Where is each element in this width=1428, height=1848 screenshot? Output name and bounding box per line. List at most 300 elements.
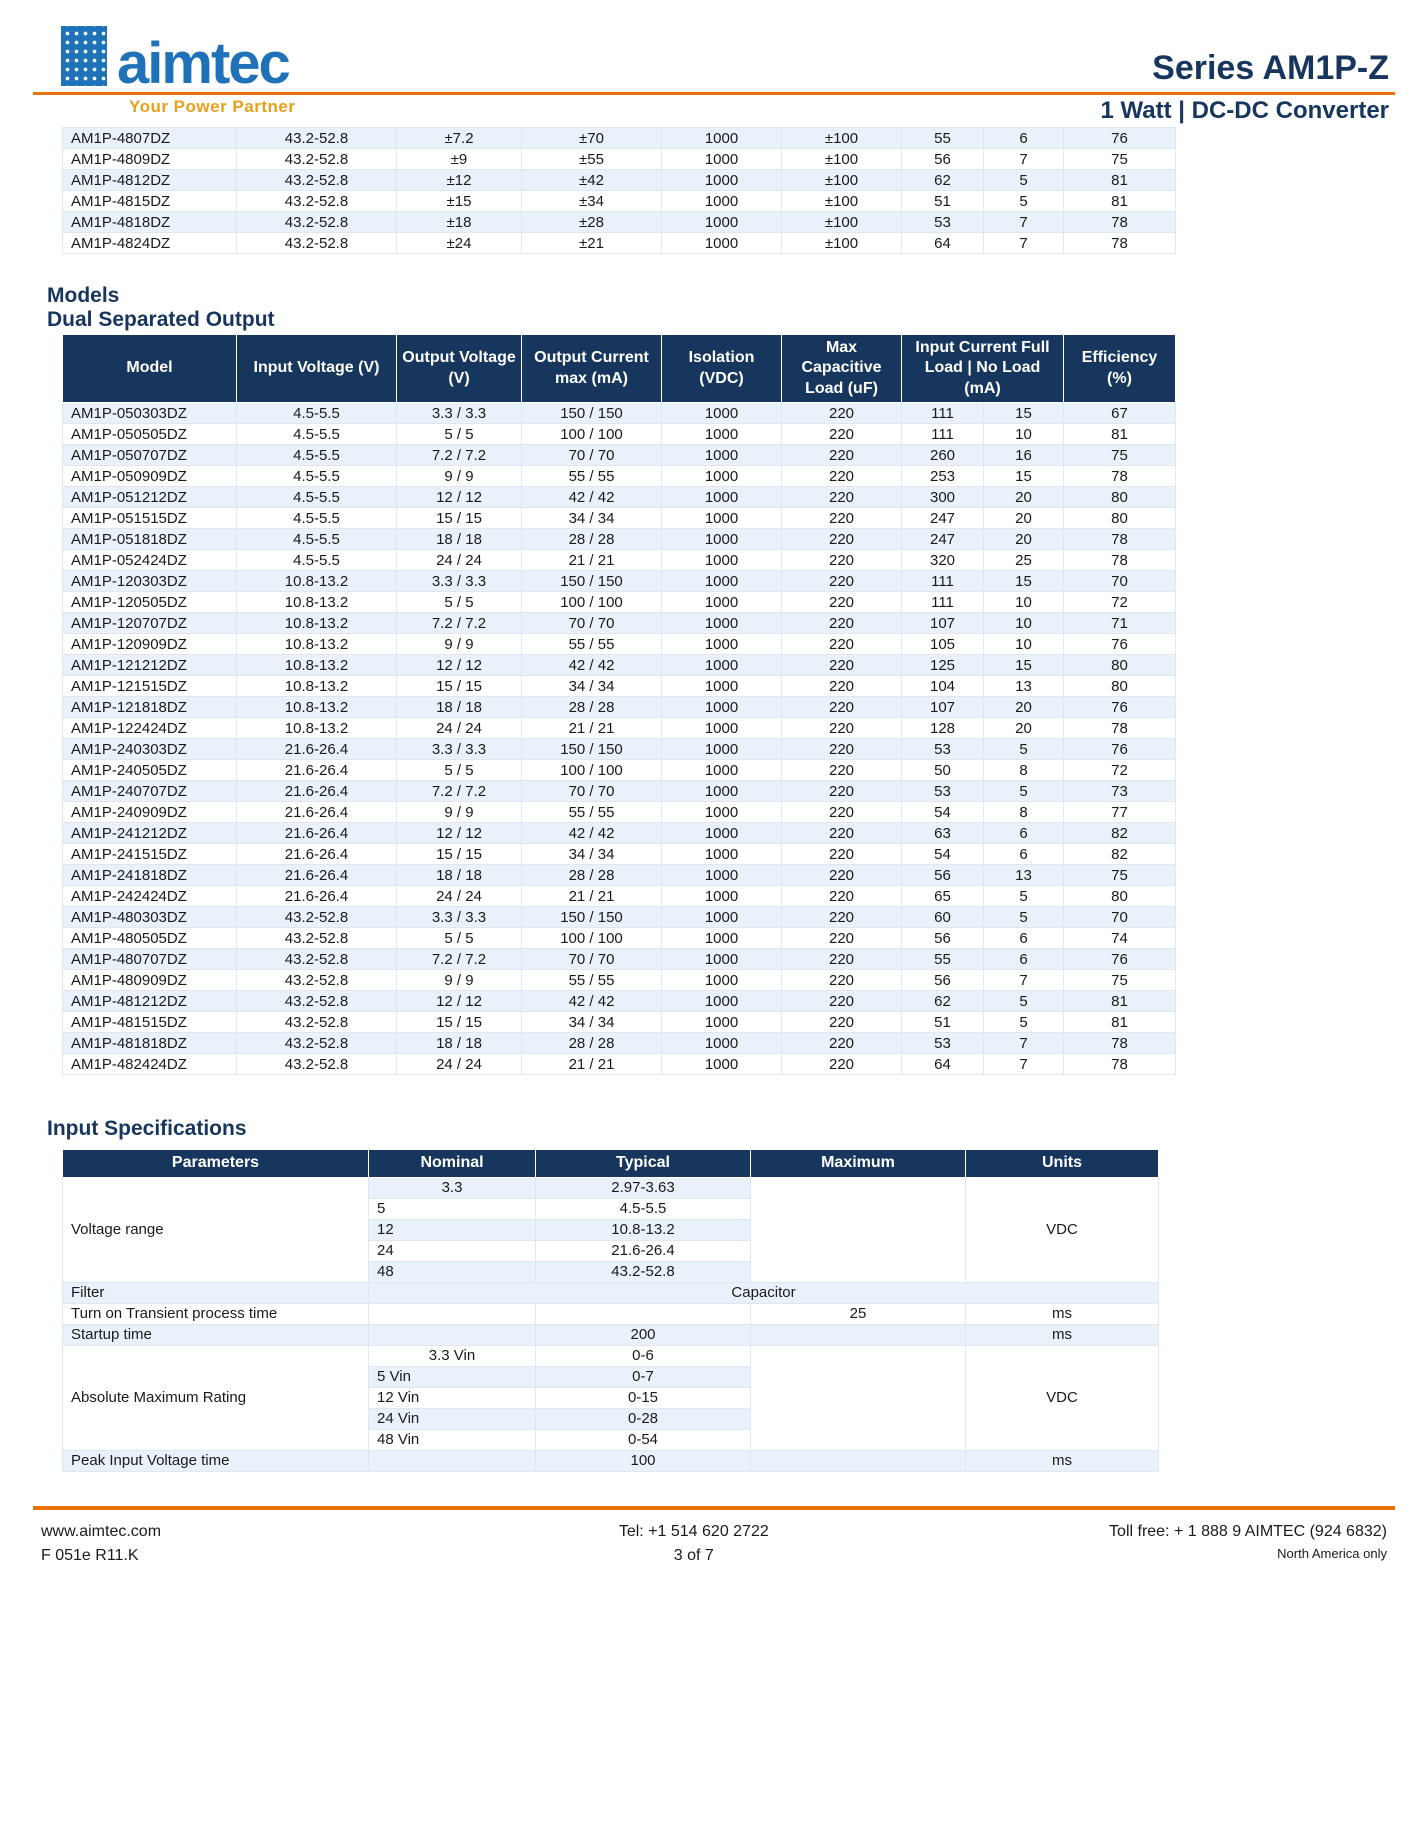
- value-cell: 21 / 21: [522, 550, 662, 571]
- value-cell: 4.5-5.5: [237, 466, 397, 487]
- value-cell: 111: [902, 592, 984, 613]
- value-cell: 220: [782, 487, 902, 508]
- value-cell: 53: [902, 781, 984, 802]
- param-label: Filter: [63, 1282, 369, 1303]
- model-cell: AM1P-120303DZ: [63, 571, 237, 592]
- table-row: [63, 949, 1176, 970]
- value-cell: 105: [902, 634, 984, 655]
- column-header-units: Units: [966, 1150, 1159, 1177]
- value-cell: 55 / 55: [522, 466, 662, 487]
- model-cell: AM1P-482424DZ: [63, 1054, 237, 1075]
- typical-value: 2.97-3.63: [536, 1177, 751, 1198]
- model-cell: AM1P-050505DZ: [63, 424, 237, 445]
- units-value: ms: [966, 1324, 1159, 1345]
- model-cell: AM1P-242424DZ: [63, 886, 237, 907]
- value-cell: 55 / 55: [522, 970, 662, 991]
- param-label: Turn on Transient process time: [63, 1303, 369, 1324]
- value-cell: 12 / 12: [397, 823, 522, 844]
- value-cell: 1000: [662, 1012, 782, 1033]
- value-cell: 7: [984, 1033, 1064, 1054]
- table-row: [63, 802, 1176, 823]
- value-cell: 81: [1064, 191, 1176, 212]
- value-cell: 100 / 100: [522, 592, 662, 613]
- value-cell: 1000: [662, 592, 782, 613]
- table-row: [63, 676, 1176, 697]
- units-value: ms: [966, 1303, 1159, 1324]
- series-subtitle: 1 Watt | DC-DC Converter: [1100, 97, 1389, 124]
- value-cell: 10.8-13.2: [237, 613, 397, 634]
- typical-value: 0-6: [536, 1345, 751, 1366]
- value-cell: 128: [902, 718, 984, 739]
- heading-input-specifications: Input Specifications: [47, 1117, 247, 1141]
- value-cell: ±15: [397, 191, 522, 212]
- footer-right: [943, 1520, 1387, 1568]
- column-header-output-current: Output Current max (mA): [522, 335, 662, 403]
- value-cell: 72: [1064, 760, 1176, 781]
- table-row: [63, 886, 1176, 907]
- value-cell: 1000: [662, 487, 782, 508]
- value-cell: 7.2 / 7.2: [397, 781, 522, 802]
- value-cell: 42 / 42: [522, 655, 662, 676]
- value-cell: 55: [902, 128, 984, 149]
- value-cell: 1000: [662, 424, 782, 445]
- value-cell: 21.6-26.4: [237, 823, 397, 844]
- value-cell: 70: [1064, 907, 1176, 928]
- table-row: [63, 907, 1176, 928]
- table-row: [63, 191, 1176, 212]
- table-row: [63, 823, 1176, 844]
- value-cell: 220: [782, 865, 902, 886]
- value-cell: 34 / 34: [522, 844, 662, 865]
- footer-region: North America only: [1277, 1545, 1387, 1561]
- value-cell: ±7.2: [397, 128, 522, 149]
- value-cell: 4.5-5.5: [237, 445, 397, 466]
- model-cell: AM1P-051818DZ: [63, 529, 237, 550]
- logo-text: aimtec: [117, 30, 289, 96]
- column-header-efficiency: Efficiency (%): [1064, 335, 1176, 403]
- value-cell: 21.6-26.4: [237, 760, 397, 781]
- value-cell: 10: [984, 634, 1064, 655]
- value-cell: 76: [1064, 697, 1176, 718]
- value-cell: 80: [1064, 487, 1176, 508]
- spec-row-voltage-range: [63, 1177, 1159, 1198]
- table-row: [63, 1012, 1176, 1033]
- model-cell: AM1P-120505DZ: [63, 592, 237, 613]
- maximum-value: 25: [751, 1303, 966, 1324]
- value-cell: 220: [782, 613, 902, 634]
- value-cell: 62: [902, 991, 984, 1012]
- value-cell: 220: [782, 550, 902, 571]
- model-cell: AM1P-480505DZ: [63, 928, 237, 949]
- value-cell: 6: [984, 949, 1064, 970]
- value-cell: 1000: [662, 655, 782, 676]
- value-cell: 220: [782, 739, 902, 760]
- value-cell: 1000: [662, 970, 782, 991]
- value-cell: 28 / 28: [522, 865, 662, 886]
- model-cell: AM1P-052424DZ: [63, 550, 237, 571]
- param-label: Peak Input Voltage time: [63, 1450, 369, 1471]
- value-cell: 43.2-52.8: [237, 907, 397, 928]
- nominal-value: 12 Vin: [369, 1387, 536, 1408]
- value-cell: 6: [984, 823, 1064, 844]
- value-cell: 43.2-52.8: [237, 1033, 397, 1054]
- value-cell: 21.6-26.4: [237, 844, 397, 865]
- value-cell: 81: [1064, 424, 1176, 445]
- header-row: [63, 1150, 1159, 1177]
- value-cell: 220: [782, 718, 902, 739]
- value-cell: 10: [984, 592, 1064, 613]
- value-cell: 43.2-52.8: [237, 128, 397, 149]
- column-header-parameters: Parameters: [63, 1150, 369, 1177]
- value-cell: 10.8-13.2: [237, 697, 397, 718]
- nominal-value: 3.3 Vin: [369, 1345, 536, 1366]
- value-cell: ±21: [522, 233, 662, 254]
- value-cell: 111: [902, 424, 984, 445]
- model-cell: AM1P-4818DZ: [63, 212, 237, 233]
- value-cell: 4.5-5.5: [237, 487, 397, 508]
- value-cell: 3.3 / 3.3: [397, 739, 522, 760]
- value-cell: 220: [782, 928, 902, 949]
- nominal-value: [369, 1450, 536, 1471]
- value-cell: 13: [984, 676, 1064, 697]
- value-cell: 3.3 / 3.3: [397, 571, 522, 592]
- column-header-output-voltage: Output Voltage (V): [397, 335, 522, 403]
- value-cell: 81: [1064, 991, 1176, 1012]
- table-row: [63, 487, 1176, 508]
- value-cell: ±34: [522, 191, 662, 212]
- value-cell: 43.2-52.8: [237, 191, 397, 212]
- footer-tel: Tel: +1 514 620 2722: [618, 1522, 769, 1540]
- table-row: [63, 781, 1176, 802]
- table-row: [63, 550, 1176, 571]
- model-cell: AM1P-051212DZ: [63, 487, 237, 508]
- model-cell: AM1P-240707DZ: [63, 781, 237, 802]
- nominal-value: 3.3: [369, 1177, 536, 1198]
- value-cell: 1000: [662, 613, 782, 634]
- value-cell: 78: [1064, 550, 1176, 571]
- value-cell: 220: [782, 697, 902, 718]
- value-cell: 10: [984, 424, 1064, 445]
- value-cell: 220: [782, 760, 902, 781]
- value-cell: 100 / 100: [522, 760, 662, 781]
- model-cell: AM1P-4824DZ: [63, 233, 237, 254]
- value-cell: ±55: [522, 149, 662, 170]
- footer-center: [445, 1520, 943, 1568]
- value-cell: 320: [902, 550, 984, 571]
- value-cell: 1000: [662, 466, 782, 487]
- value-cell: 18 / 18: [397, 697, 522, 718]
- value-cell: 5 / 5: [397, 592, 522, 613]
- value-cell: 7: [984, 970, 1064, 991]
- value-cell: ±9: [397, 149, 522, 170]
- footer-page-number: 3 of 7: [673, 1546, 714, 1564]
- value-cell: 220: [782, 886, 902, 907]
- value-cell: 8: [984, 802, 1064, 823]
- value-cell: 78: [1064, 233, 1176, 254]
- value-cell: 10.8-13.2: [237, 718, 397, 739]
- value-cell: 43.2-52.8: [237, 970, 397, 991]
- column-header-nominal: Nominal: [369, 1150, 536, 1177]
- value-cell: 81: [1064, 1012, 1176, 1033]
- nominal-value: 24 Vin: [369, 1408, 536, 1429]
- column-header-input-voltage: Input Voltage (V): [237, 335, 397, 403]
- table-row: [63, 233, 1176, 254]
- value-cell: 56: [902, 970, 984, 991]
- value-cell: 5: [984, 170, 1064, 191]
- spec-table-body: [63, 1177, 1159, 1471]
- nominal-value: 5: [369, 1198, 536, 1219]
- value-cell: 1000: [662, 991, 782, 1012]
- value-cell: 10.8-13.2: [237, 634, 397, 655]
- value-cell: 78: [1064, 466, 1176, 487]
- value-cell: 20: [984, 697, 1064, 718]
- model-cell: AM1P-241818DZ: [63, 865, 237, 886]
- value-cell: 56: [902, 149, 984, 170]
- model-cell: AM1P-481515DZ: [63, 1012, 237, 1033]
- typical-value: 200: [536, 1324, 751, 1345]
- value-cell: 247: [902, 508, 984, 529]
- maximum-value: [751, 1450, 966, 1471]
- value-cell: 76: [1064, 949, 1176, 970]
- maximum-value: [751, 1324, 966, 1345]
- value-cell: 12 / 12: [397, 487, 522, 508]
- value-cell: 1000: [662, 529, 782, 550]
- model-cell: AM1P-4812DZ: [63, 170, 237, 191]
- value-cell: 260: [902, 445, 984, 466]
- units-value: ms: [966, 1450, 1159, 1471]
- spec-row-filter: [63, 1282, 1159, 1303]
- param-label: Absolute Maximum Rating: [63, 1345, 369, 1450]
- value-cell: 73: [1064, 781, 1176, 802]
- value-cell: 5: [984, 739, 1064, 760]
- value-cell: 9 / 9: [397, 466, 522, 487]
- value-cell: 10.8-13.2: [237, 571, 397, 592]
- value-cell: 10.8-13.2: [237, 676, 397, 697]
- value-cell: 78: [1064, 212, 1176, 233]
- models-table-body: [63, 403, 1176, 1075]
- value-cell: 18 / 18: [397, 865, 522, 886]
- value-cell: 78: [1064, 1054, 1176, 1075]
- value-cell: 76: [1064, 128, 1176, 149]
- value-cell: 5: [984, 191, 1064, 212]
- value-cell: 82: [1064, 844, 1176, 865]
- value-cell: 4.5-5.5: [237, 508, 397, 529]
- value-cell: 34 / 34: [522, 508, 662, 529]
- value-cell: ±100: [782, 191, 902, 212]
- value-cell: 300: [902, 487, 984, 508]
- spec-row-peak-input-voltage: [63, 1450, 1159, 1471]
- table-row: [63, 634, 1176, 655]
- value-cell: 21.6-26.4: [237, 865, 397, 886]
- value-cell: 220: [782, 445, 902, 466]
- typical-value: 43.2-52.8: [536, 1261, 751, 1282]
- value-cell: 1000: [662, 170, 782, 191]
- value-cell: 220: [782, 676, 902, 697]
- value-cell: 1000: [662, 508, 782, 529]
- value-cell: 220: [782, 529, 902, 550]
- table-row: [63, 149, 1176, 170]
- value-cell: 63: [902, 823, 984, 844]
- nominal-value: 48 Vin: [369, 1429, 536, 1450]
- value-cell: 220: [782, 781, 902, 802]
- model-cell: AM1P-050707DZ: [63, 445, 237, 466]
- value-cell: 78: [1064, 1033, 1176, 1054]
- value-cell: ±100: [782, 212, 902, 233]
- models-table: [62, 334, 1176, 1075]
- value-cell: 55 / 55: [522, 634, 662, 655]
- value-cell: 75: [1064, 970, 1176, 991]
- model-cell: AM1P-240505DZ: [63, 760, 237, 781]
- table-row: [63, 760, 1176, 781]
- typical-value: 0-15: [536, 1387, 751, 1408]
- value-cell: 7.2 / 7.2: [397, 445, 522, 466]
- model-cell: AM1P-481818DZ: [63, 1033, 237, 1054]
- value-cell: 125: [902, 655, 984, 676]
- spec-row-absolute-maximum: [63, 1345, 1159, 1366]
- value-cell: 107: [902, 697, 984, 718]
- value-cell: 51: [902, 1012, 984, 1033]
- table-row: [63, 466, 1176, 487]
- value-cell: 43.2-52.8: [237, 1012, 397, 1033]
- spec-row-turn-on-transient: [63, 1303, 1159, 1324]
- value-cell: 1000: [662, 718, 782, 739]
- nominal-value: [369, 1303, 536, 1324]
- filter-value: Capacitor: [369, 1282, 1159, 1303]
- maximum-value: [751, 1177, 966, 1282]
- value-cell: 253: [902, 466, 984, 487]
- model-cell: AM1P-050303DZ: [63, 403, 237, 424]
- value-cell: 6: [984, 128, 1064, 149]
- value-cell: 21.6-26.4: [237, 886, 397, 907]
- value-cell: 62: [902, 170, 984, 191]
- footer-divider: [33, 1506, 1395, 1510]
- value-cell: 1000: [662, 233, 782, 254]
- value-cell: 220: [782, 823, 902, 844]
- value-cell: 43.2-52.8: [237, 233, 397, 254]
- value-cell: ±100: [782, 128, 902, 149]
- model-cell: AM1P-120909DZ: [63, 634, 237, 655]
- value-cell: 220: [782, 1012, 902, 1033]
- value-cell: 12 / 12: [397, 991, 522, 1012]
- value-cell: 24 / 24: [397, 886, 522, 907]
- typical-value: [536, 1303, 751, 1324]
- value-cell: 18 / 18: [397, 1033, 522, 1054]
- value-cell: 15 / 15: [397, 676, 522, 697]
- value-cell: 70: [1064, 571, 1176, 592]
- logo-tagline: Your Power Partner: [129, 97, 296, 116]
- value-cell: 81: [1064, 170, 1176, 191]
- value-cell: 10.8-13.2: [237, 655, 397, 676]
- value-cell: 65: [902, 886, 984, 907]
- footer-website: www.aimtec.com: [41, 1522, 162, 1540]
- value-cell: 43.2-52.8: [237, 212, 397, 233]
- value-cell: 43.2-52.8: [237, 1054, 397, 1075]
- value-cell: ±100: [782, 233, 902, 254]
- value-cell: 220: [782, 571, 902, 592]
- models-table-continued-body: [63, 128, 1176, 254]
- value-cell: 76: [1064, 739, 1176, 760]
- value-cell: 4.5-5.5: [237, 550, 397, 571]
- value-cell: 53: [902, 739, 984, 760]
- footer-toll-free: Toll free: + 1 888 9 AIMTEC (924 6832): [1109, 1522, 1387, 1540]
- value-cell: ±12: [397, 170, 522, 191]
- value-cell: 15 / 15: [397, 844, 522, 865]
- value-cell: 10.8-13.2: [237, 592, 397, 613]
- value-cell: 54: [902, 844, 984, 865]
- header-row: [63, 335, 1176, 403]
- page-footer: [33, 1520, 1395, 1568]
- model-cell: AM1P-121818DZ: [63, 697, 237, 718]
- value-cell: ±100: [782, 170, 902, 191]
- value-cell: 5: [984, 781, 1064, 802]
- heading-dual-separated-output: Dual Separated Output: [47, 308, 275, 331]
- value-cell: ±70: [522, 128, 662, 149]
- value-cell: 70 / 70: [522, 613, 662, 634]
- value-cell: 10: [984, 613, 1064, 634]
- value-cell: 70 / 70: [522, 445, 662, 466]
- value-cell: 43.2-52.8: [237, 149, 397, 170]
- value-cell: 220: [782, 907, 902, 928]
- value-cell: 77: [1064, 802, 1176, 823]
- value-cell: 5: [984, 1012, 1064, 1033]
- column-header-isolation: Isolation (VDC): [662, 335, 782, 403]
- model-cell: AM1P-121515DZ: [63, 676, 237, 697]
- value-cell: 53: [902, 212, 984, 233]
- value-cell: 100 / 100: [522, 424, 662, 445]
- value-cell: 9 / 9: [397, 970, 522, 991]
- value-cell: 21.6-26.4: [237, 802, 397, 823]
- value-cell: 18 / 18: [397, 529, 522, 550]
- value-cell: 21.6-26.4: [237, 739, 397, 760]
- value-cell: 9 / 9: [397, 802, 522, 823]
- value-cell: ±28: [522, 212, 662, 233]
- param-label: Startup time: [63, 1324, 369, 1345]
- value-cell: 1000: [662, 928, 782, 949]
- value-cell: 56: [902, 928, 984, 949]
- value-cell: 76: [1064, 634, 1176, 655]
- value-cell: 1000: [662, 844, 782, 865]
- table-row: [63, 508, 1176, 529]
- model-cell: AM1P-481212DZ: [63, 991, 237, 1012]
- value-cell: 43.2-52.8: [237, 170, 397, 191]
- value-cell: 107: [902, 613, 984, 634]
- value-cell: 1000: [662, 907, 782, 928]
- model-cell: AM1P-122424DZ: [63, 718, 237, 739]
- value-cell: 12 / 12: [397, 655, 522, 676]
- value-cell: 1000: [662, 823, 782, 844]
- value-cell: 1000: [662, 697, 782, 718]
- value-cell: 220: [782, 1033, 902, 1054]
- value-cell: 104: [902, 676, 984, 697]
- model-cell: AM1P-240909DZ: [63, 802, 237, 823]
- value-cell: 111: [902, 403, 984, 424]
- value-cell: 1000: [662, 634, 782, 655]
- value-cell: 20: [984, 718, 1064, 739]
- aimtec-logo: [39, 26, 289, 96]
- table-row: [63, 1054, 1176, 1075]
- spec-table-header: [63, 1150, 1159, 1177]
- model-cell: AM1P-480707DZ: [63, 949, 237, 970]
- nominal-value: 24: [369, 1240, 536, 1261]
- value-cell: 220: [782, 466, 902, 487]
- model-cell: AM1P-050909DZ: [63, 466, 237, 487]
- value-cell: 67: [1064, 403, 1176, 424]
- series-title: Series AM1P-Z: [1152, 49, 1389, 87]
- value-cell: 1000: [662, 1054, 782, 1075]
- value-cell: 1000: [662, 571, 782, 592]
- value-cell: 55 / 55: [522, 802, 662, 823]
- value-cell: 1000: [662, 781, 782, 802]
